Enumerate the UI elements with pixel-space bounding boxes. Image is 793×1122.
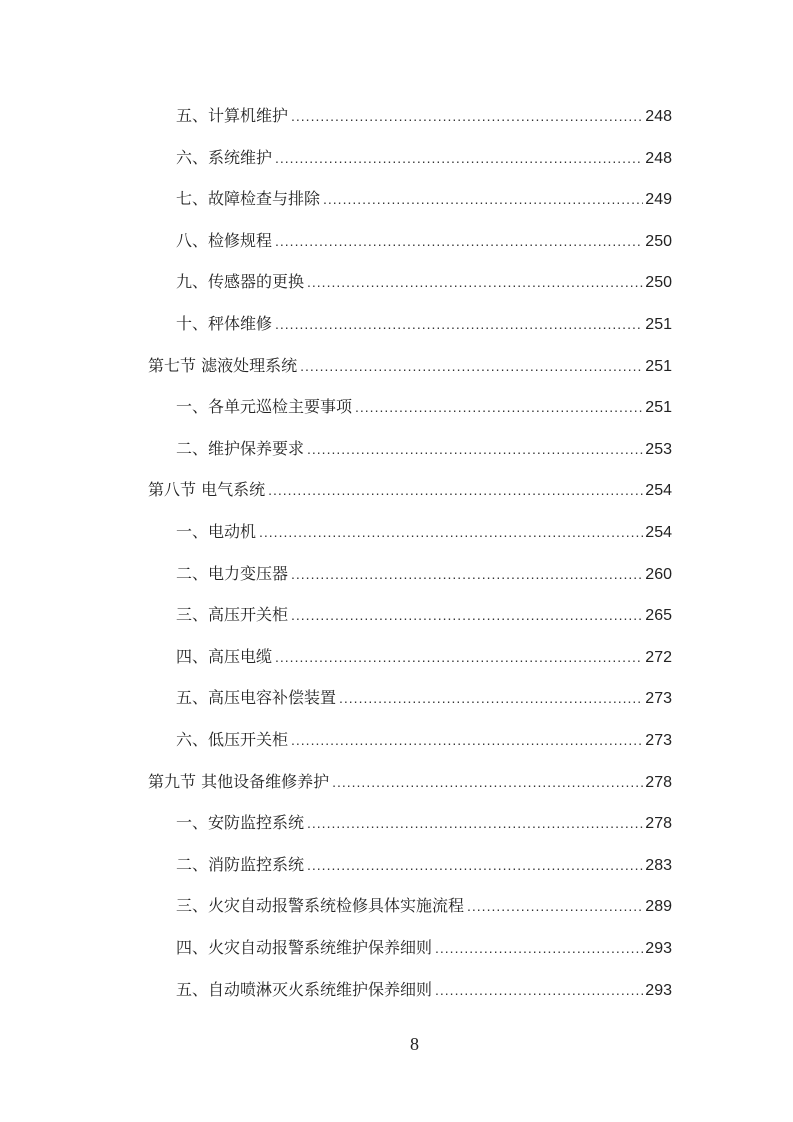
dot-leader [268, 478, 643, 502]
toc-subsection-entry[interactable] [176, 104, 672, 128]
toc-entry-page: 289 [645, 898, 672, 916]
toc-section-entry[interactable] [148, 770, 672, 794]
toc-entry-page: 254 [645, 482, 672, 500]
dot-leader [291, 728, 643, 752]
dot-leader [275, 146, 643, 170]
toc-subsection-entry[interactable] [176, 894, 672, 918]
dot-leader [291, 562, 643, 586]
dot-leader [307, 437, 643, 461]
toc-entry-page: 251 [645, 316, 672, 333]
dot-leader [307, 811, 643, 835]
toc-subsection-entry[interactable] [176, 853, 672, 877]
toc-entry-page: 278 [645, 815, 672, 833]
toc-entry-page: 273 [645, 690, 672, 708]
toc-subsection-entry[interactable] [176, 146, 672, 170]
toc-entry-title: 四、火灾自动报警系统维护保养细则 [176, 938, 433, 957]
toc-entry-title: 五、高压电容补偿装置 [176, 688, 337, 708]
toc-entry-page: 293 [645, 940, 672, 957]
toc-entry-page: 248 [645, 149, 672, 167]
toc-subsection-entry[interactable] [176, 229, 672, 253]
toc-entry-title: 四、高压电缆 [176, 646, 273, 666]
dot-leader [323, 187, 643, 211]
toc-subsection-entry[interactable] [176, 728, 672, 752]
dot-leader [435, 936, 643, 960]
dot-leader [307, 270, 643, 294]
dot-leader [435, 978, 643, 1002]
toc-entry-page: 265 [645, 607, 672, 625]
toc-subsection-entry[interactable] [176, 811, 672, 835]
toc-entry-title: 九、传感器的更换 [176, 272, 305, 292]
toc-entry-page: 249 [645, 191, 672, 209]
dot-leader [291, 104, 643, 128]
toc-entry-page: 278 [645, 773, 672, 791]
toc-entry-page: 273 [645, 732, 672, 749]
toc-entry-page: 283 [645, 856, 672, 874]
toc-subsection-entry[interactable] [176, 312, 672, 336]
toc-entry-page: 250 [645, 274, 672, 292]
toc-entry-title: 五、计算机维护 [176, 106, 289, 125]
toc-entry-title: 一、电动机 [176, 522, 257, 541]
toc-entry-title: 七、故障检查与排除 [176, 189, 321, 209]
toc-entry-title: 八、检修规程 [176, 230, 273, 250]
page-number: 8 [410, 1034, 419, 1054]
toc-entry-page: 251 [645, 399, 672, 417]
toc-entry-page: 253 [645, 440, 672, 458]
toc-entry-title: 六、系统维护 [176, 147, 273, 167]
toc-entry-title: 三、高压开关柜 [176, 605, 289, 625]
toc-subsection-entry[interactable] [176, 562, 672, 586]
toc-entry-title: 二、维护保养要求 [176, 438, 305, 458]
toc-subsection-entry[interactable] [176, 520, 672, 544]
toc-subsection-entry[interactable] [176, 437, 672, 461]
dot-leader [467, 894, 643, 918]
dot-leader [259, 520, 643, 544]
toc-entry-page: 254 [645, 524, 672, 541]
toc-section-entry[interactable] [148, 354, 672, 378]
toc-subsection-entry[interactable] [176, 645, 672, 669]
toc-entry-title: 五、自动喷淋灭火系统维护保养细则 [176, 979, 433, 999]
toc-entry-title: 第八节 电气系统 [148, 480, 266, 500]
toc-entry-title: 第七节 滤液处理系统 [148, 355, 298, 375]
dot-leader [355, 395, 643, 419]
dot-leader [275, 312, 643, 336]
toc-entry-title: 二、消防监控系统 [176, 854, 305, 874]
toc-entry-title: 一、各单元巡检主要事项 [176, 397, 353, 417]
dot-leader [307, 853, 643, 877]
toc-subsection-entry[interactable] [176, 978, 672, 1002]
dot-leader [300, 354, 643, 378]
dot-leader [275, 229, 643, 253]
toc-entry-title: 一、安防监控系统 [176, 813, 305, 833]
toc-subsection-entry[interactable] [176, 936, 672, 960]
dot-leader [339, 686, 643, 710]
dot-leader [291, 603, 643, 627]
toc-entry-title: 十、秤体维修 [176, 314, 273, 333]
toc-entry-title: 三、火灾自动报警系统检修具体实施流程 [176, 896, 465, 916]
toc-subsection-entry[interactable] [176, 187, 672, 211]
toc-subsection-entry[interactable] [176, 603, 672, 627]
toc-entry-page: 250 [645, 232, 672, 250]
toc-entry-title: 第九节 其他设备维修养护 [148, 771, 330, 791]
toc-subsection-entry[interactable] [176, 395, 672, 419]
toc-entry-title: 六、低压开关柜 [176, 730, 289, 749]
toc-entry-title: 二、电力变压器 [176, 563, 289, 583]
toc-subsection-entry[interactable] [176, 686, 672, 710]
toc-subsection-entry[interactable] [176, 270, 672, 294]
toc-entry-page: 293 [645, 981, 672, 999]
toc-entry-page: 251 [645, 357, 672, 375]
toc-entry-page: 260 [645, 565, 672, 583]
dot-leader [275, 645, 643, 669]
toc-entry-page: 248 [645, 108, 672, 125]
toc-entry-page: 272 [645, 648, 672, 666]
dot-leader [332, 770, 643, 794]
toc-section-entry[interactable] [148, 478, 672, 502]
